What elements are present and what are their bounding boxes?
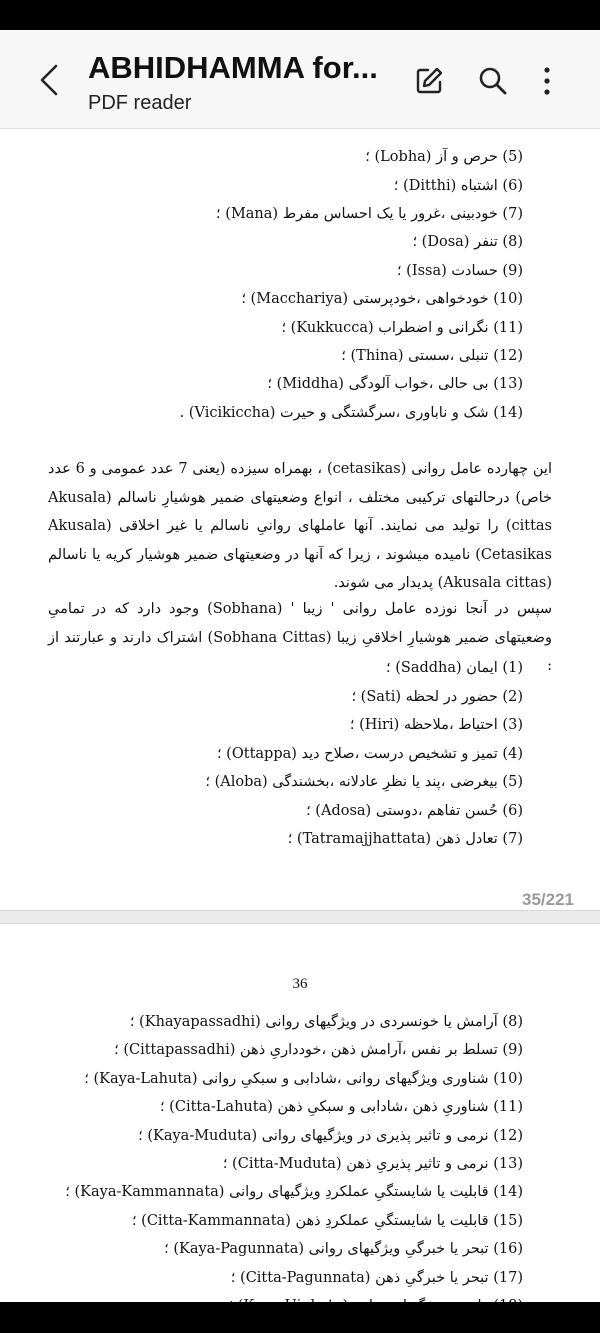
page-separator	[0, 910, 600, 924]
app-subtitle: PDF reader	[88, 92, 192, 114]
paragraph-sobhana: سپس در آنجا نوزده عامل روانی ' زیبا ' (Sobhana) وجود دارد که در تمامیِ وضعیتهای ضمیر هوشیارِ اخلاقیِ زیبا (Sobhana Cittas) اشتراک دارند و عبارتند از :	[48, 601, 552, 674]
page-indicator: 35/221	[522, 890, 574, 909]
list-item: (8) تنفر (Dosa) ؛	[412, 234, 523, 250]
list-item: (4) تمیز و تشخیص درست ،صلاح دید (Ottappa) ؛	[216, 746, 523, 762]
edit-pen-icon	[412, 64, 446, 98]
list-item: (6) اشتباه (Ditthi) ؛	[393, 178, 523, 194]
list-item: (6) حُسن تفاهم ،دوستی (Adosa) ؛	[306, 803, 523, 819]
list-item: (12) تنبلی ،سستی (Thina) ؛	[341, 348, 523, 364]
app-bar	[0, 30, 600, 129]
chevron-left-icon	[30, 60, 70, 100]
list-item: (9) حسادت (Issa) ؛	[396, 263, 523, 279]
list-item: (14) شک و ناباوری ،سرگشتگی و حیرت (Vicikiccha) .	[179, 405, 523, 421]
search-button[interactable]	[476, 64, 510, 98]
list-item: (11) نگرانی و اضطراب (Kukkucca) ؛	[281, 320, 523, 336]
list-item: (5) بیغرضی ،پند یا نظرِ عادلانه ،بخشندگی (Aloba) ؛	[205, 774, 523, 790]
list-item: (1) ایمان (Saddha) ؛	[386, 660, 523, 676]
list-item: (2) حضور در لحظه (Sati) ؛	[351, 689, 523, 705]
more-options-button[interactable]	[530, 64, 564, 98]
document-title: ABHIDHAMMA for...	[88, 50, 378, 85]
list-item: (8) آرامش یا خونسردی در ویژگیهای روانی (Khayapassadhi) ؛	[129, 1014, 523, 1030]
list-item: (9) تسلط بر نفس ،آرامش ذهن ،خودداریِ ذهن (Cittapassadhi) ؛	[114, 1042, 523, 1058]
list-item: (12) نرمی و تاثیر پذیری در ویژگیهای روانی (Kaya-Muduta) ؛	[138, 1128, 523, 1144]
navigation-bar	[0, 1302, 600, 1333]
list-item: (10) خودخواهی ،خودپرستی (Macchariya) ؛	[241, 291, 523, 307]
pdf-page-35	[0, 129, 600, 910]
list-item: (10) شناوری ویژگیهای روانی ،شادابی و سبکیِ روانی (Kaya-Lahuta) ؛	[84, 1071, 523, 1087]
more-vertical-icon	[530, 64, 564, 98]
list-item: (17) تبحر یا خبرگیِ ذهن (Citta-Pagunnata) ؛	[230, 1270, 523, 1286]
edit-button[interactable]	[412, 64, 446, 98]
list-item: (5) حرص و آز (Lobha) ؛	[365, 149, 523, 165]
list-item: (7) خودبینی ،غرور یا یک احساس مفرط (Mana) ؛	[216, 206, 523, 222]
status-bar	[0, 0, 600, 30]
paragraph-akusala: این چهارده عامل روانی (cetasikas) ، بهمراه سیزده (یعنی 7 عدد عمومی و 6 عدد خاص) درحالتهای ترکیبی مختلف ، انواع وضعیتهای ضمیر هوشیارِ ناسالم (Akusala cittas) را تولید می نمایند. آنها عاملهای روانیِ ناسالم یا غیر اخلاقی (Akusala Cetasikas) نامیده میشوند ، زیرا که آنها در وضعیتهای ضمیر هوشیار کریه یا ناسالم (Akusala cittas) پدیدار می شوند.	[48, 461, 552, 591]
back-button[interactable]	[30, 60, 70, 100]
page-number: 36	[292, 976, 308, 992]
list-item: (13) بی حالی ،خواب آلودگی (Middha) ؛	[267, 376, 523, 392]
list-item: (16) تبحر یا خبرگیِ ویژگیهای روانی (Kaya-Pagunnata) ؛	[164, 1241, 523, 1257]
search-icon	[476, 64, 510, 98]
list-item: (3) احتیاط ،ملاحظه (Hiri) ؛	[349, 717, 523, 733]
list-item: (11) شناوریِ ذهن ،شادابی و سبکیِ ذهن (Citta-Lahuta) ؛	[159, 1099, 523, 1115]
list-item: (14) قابلیت یا شایستگیِ عملکردِ ویژگیهای روانی (Kaya-Kammannata) ؛	[65, 1184, 523, 1200]
list-item: (13) نرمی و تاثیر پذیریِ ذهن (Citta-Muduta) ؛	[222, 1156, 523, 1172]
list-item: (7) تعادل ذهن (Tatramajjhattata) ؛	[287, 831, 523, 847]
list-item: (15) قابلیت یا شایستگیِ عملکردِ ذهن (Citta-Kammannata) ؛	[131, 1213, 523, 1229]
pdf-page-36	[0, 924, 600, 1302]
